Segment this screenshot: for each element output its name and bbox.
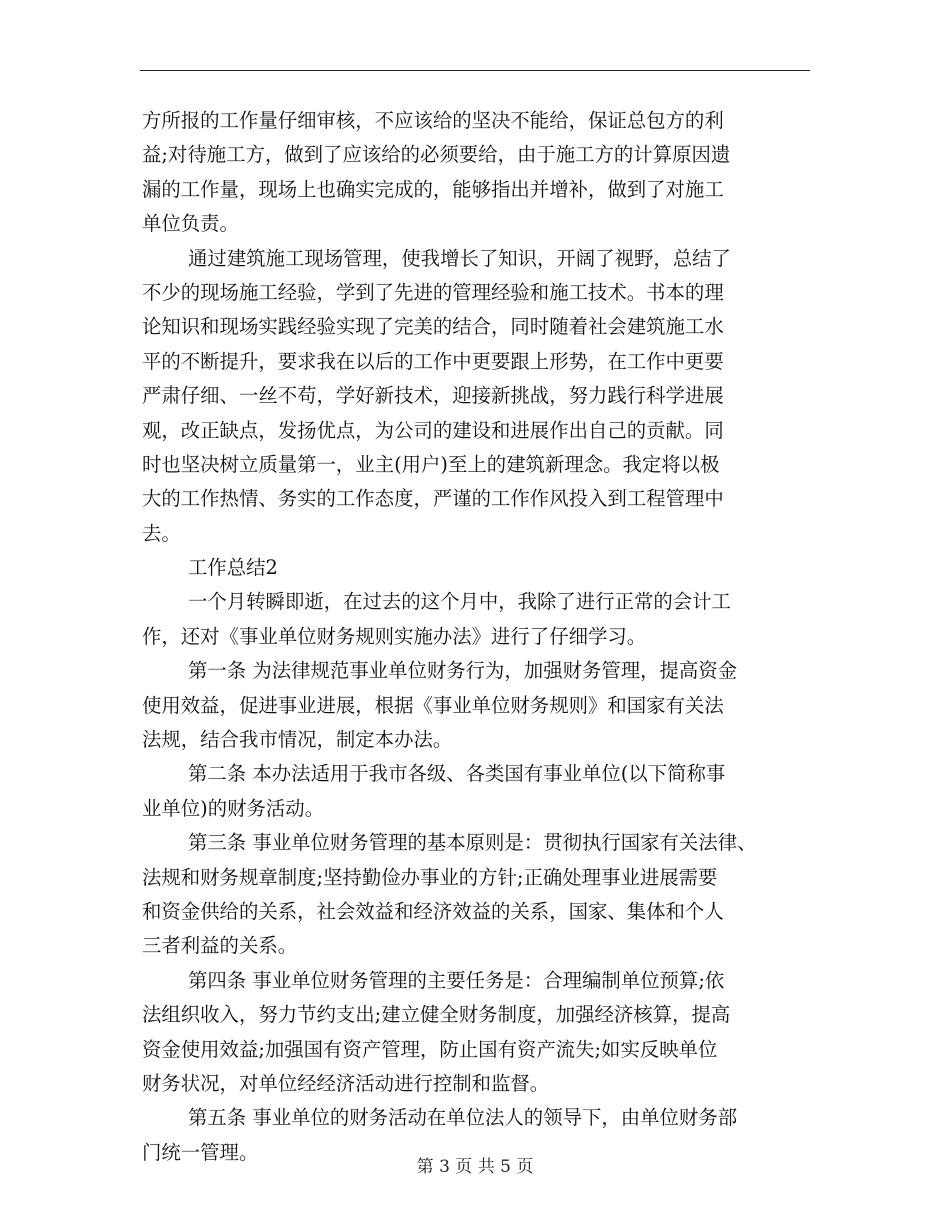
text-line: 工作总结2 [188, 556, 278, 580]
text-line: 法规和财务规章制度;坚持勤俭办事业的方针;正确处理事业进展需要 [142, 865, 718, 889]
text-line: 大的工作热情、务实的工作态度，严谨的工作作风投入到工程管理中 [142, 487, 724, 511]
text-line: 严肃仔细、一丝不苟，学好新技术，迎接新挑战，努力践行科学进展 [142, 384, 724, 408]
text-line: 论知识和现场实践经验实现了完美的结合，同时随着社会建筑施工水 [142, 315, 724, 339]
text-line: 时也坚决树立质量第一，业主(用户)至上的建筑新理念。我定将以极 [142, 452, 720, 476]
text-line: 单位负责。 [142, 212, 239, 236]
text-line: 法组织收入，努力节约支出;建立健全财务制度，加强经济核算，提高 [142, 1003, 731, 1027]
text-line: 去。 [142, 521, 181, 545]
text-line: 观，改正缺点，发扬优点，为公司的建设和进展作出自己的贡献。同 [142, 418, 724, 442]
text-line: 第三条 事业单位财务管理的基本原则是：贯彻执行国家有关法律、 [188, 831, 757, 855]
text-line: 财务状况，对单位经经济活动进行控制和监督。 [142, 1071, 550, 1095]
text-line: 门统一管理。 [142, 1140, 259, 1164]
text-line: 资金使用效益;加强国有资产管理，防止国有资产流失;如实反映单位 [142, 1037, 718, 1061]
text-line: 第五条 事业单位的财务活动在单位法人的领导下，由单位财务部 [188, 1106, 738, 1130]
text-line: 业单位)的财务活动。 [142, 796, 325, 820]
text-line: 方所报的工作量仔细审核，不应该给的坚决不能给，保证总包方的利 [142, 109, 724, 132]
text-line: 作，还对《事业单位财务规则实施办法》进行了仔细学习。 [142, 624, 647, 648]
text-line: 益;对待施工方，做到了应该给的必须要给，由于施工方的计算原因遗 [142, 143, 731, 167]
page-number-label: 第 3 页 共 5 页 [416, 1157, 534, 1177]
text-line: 通过建筑施工现场管理，使我增长了知识，开阔了视野，总结了 [188, 246, 731, 270]
text-line: 平的不断提升，要求我在以后的工作中更要跟上形势，在工作中更要 [142, 349, 724, 373]
text-line: 一个月转瞬即逝，在过去的这个月中，我除了进行正常的会计工 [188, 590, 731, 614]
text-line: 第二条 本办法适用于我市各级、各类国有事业单位(以下简称事 [188, 762, 726, 786]
text-line: 第四条 事业单位财务管理的主要任务是：合理编制单位预算;依 [188, 968, 725, 992]
document-body [142, 104, 814, 1170]
header-rule [140, 70, 810, 71]
text-line: 法规，结合我市情况，制定本办法。 [142, 728, 453, 752]
text-line: 和资金供给的关系，社会效益和经济效益的关系，国家、集体和个人 [142, 899, 724, 923]
text-line: 第一条 为法律规范事业单位财务行为，加强财务管理，提高资金 [188, 659, 738, 683]
text-line: 不少的现场施工经验，学到了先进的管理经验和施工技术。书本的理 [142, 280, 724, 304]
text-line: 三者利益的关系。 [142, 934, 298, 958]
text-line: 漏的工作量，现场上也确实完成的，能够指出并增补，做到了对施工 [142, 177, 724, 201]
text-line: 使用效益，促进事业进展，根据《事业单位财务规则》和国家有关法 [142, 693, 724, 717]
page-footer [0, 1152, 950, 1177]
